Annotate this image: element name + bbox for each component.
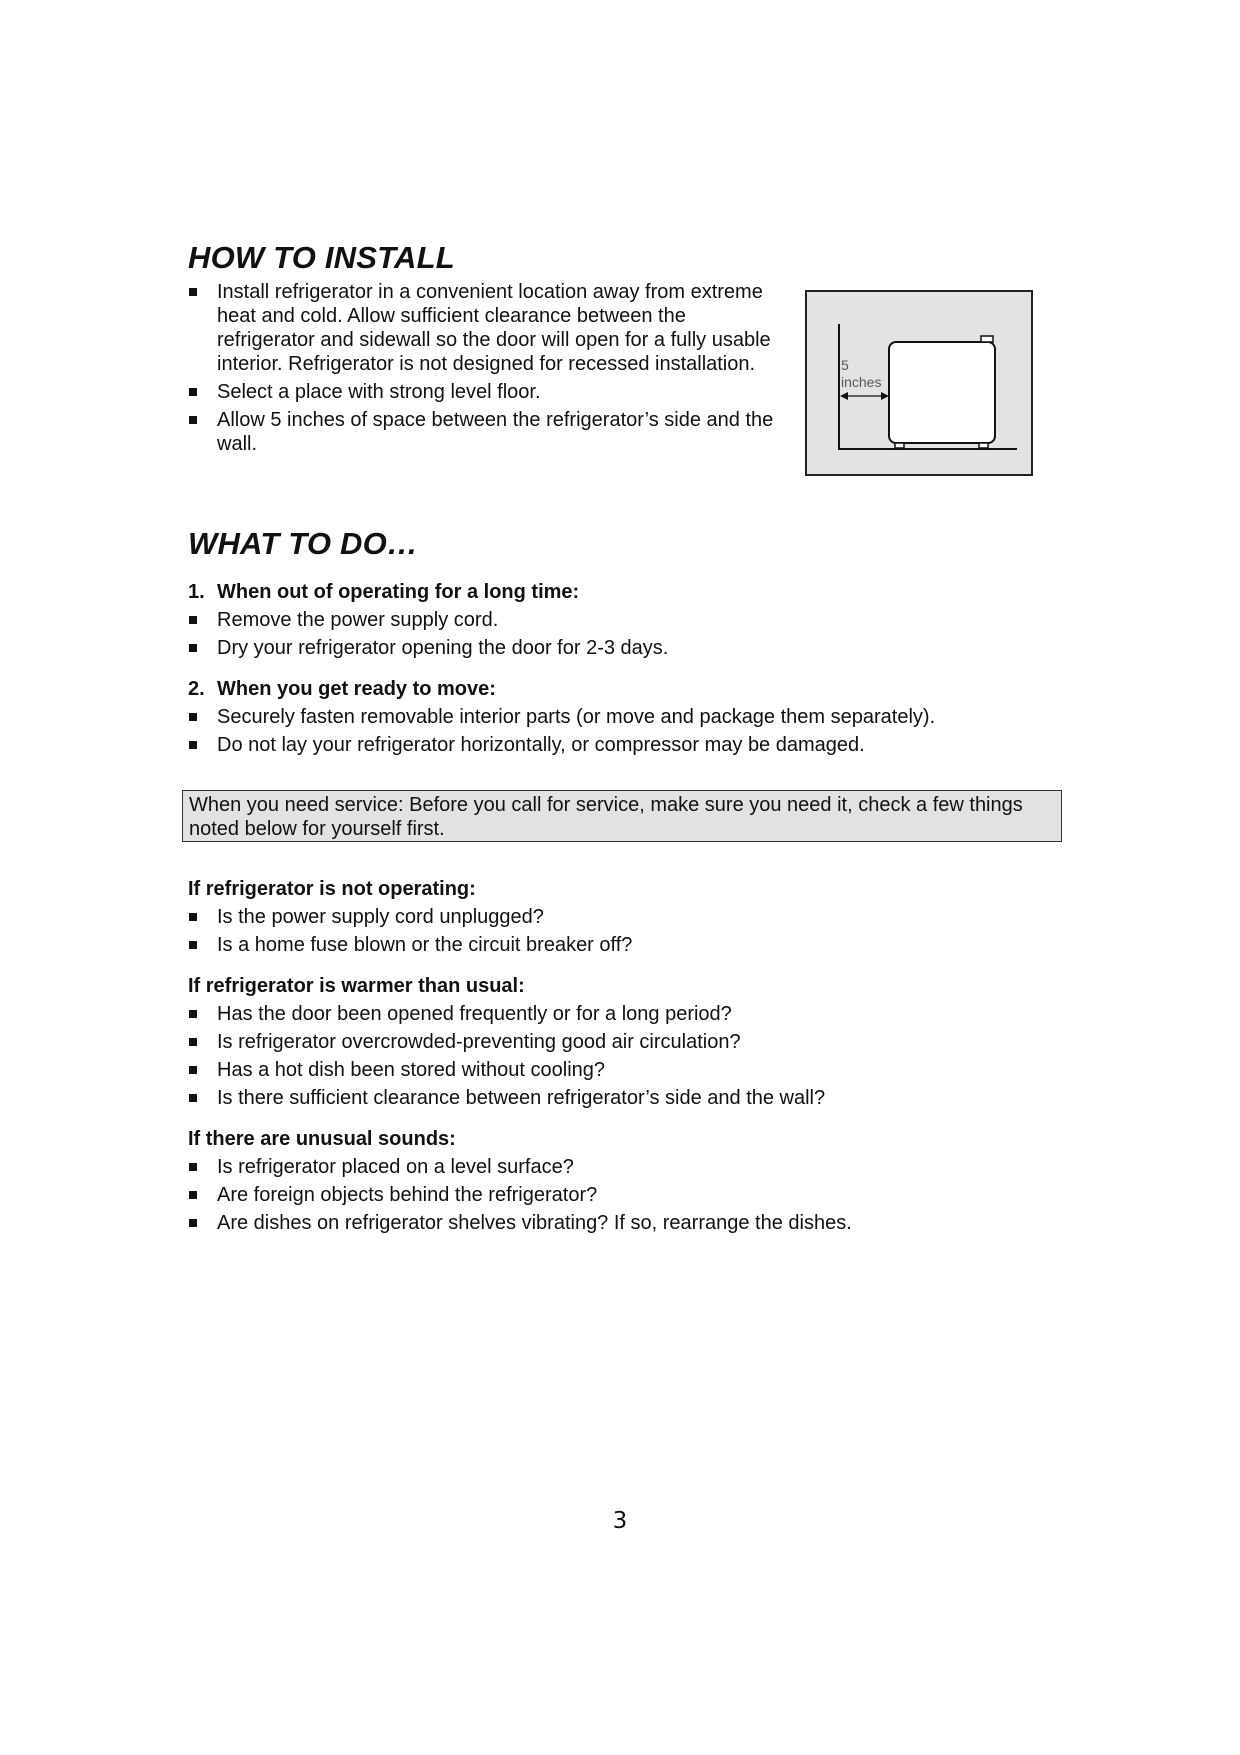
list-item: Select a place with strong level floor. <box>188 380 778 404</box>
list-item: Do not lay your refrigerator horizontally, or compressor may be damaged. <box>188 733 1108 757</box>
install-title: HOW TO INSTALL <box>188 240 455 275</box>
group-heading-text: When out of operating for a long time: <box>217 581 580 603</box>
list-item: Is refrigerator overcrowded-preventing good air circulation? <box>188 1030 1088 1054</box>
list-item: Dry your refrigerator opening the door for 2-3 days. <box>188 636 1088 660</box>
list-item: Has the door been opened frequently or for a long period? <box>188 1002 1088 1026</box>
clearance-diagram <box>805 290 1033 476</box>
group-list-2 <box>188 705 1108 761</box>
arrow-head-left <box>840 392 848 400</box>
refrigerator-foot-right <box>979 443 988 448</box>
group-number: 1. <box>188 581 205 603</box>
trouble-list-sounds <box>188 1155 1088 1239</box>
list-item: Is a home fuse blown or the circuit breaker off? <box>188 933 1088 957</box>
refrigerator-body <box>889 342 995 443</box>
what-to-do-title: WHAT TO DO… <box>188 526 419 561</box>
trouble-list-warmer <box>188 1002 1088 1114</box>
arrow-head-right <box>881 392 889 400</box>
list-item: Has a hot dish been stored without cooling? <box>188 1058 1088 1082</box>
group-heading-text: When you get ready to move: <box>217 678 496 700</box>
list-item: Are dishes on refrigerator shelves vibrating? If so, rearrange the dishes. <box>188 1211 1088 1235</box>
list-item: Are foreign objects behind the refrigerator? <box>188 1183 1088 1207</box>
clearance-unit: inches <box>841 374 882 390</box>
page-number: 3 <box>612 1508 628 1534</box>
install-list <box>188 280 778 460</box>
trouble-heading-warmer: If refrigerator is warmer than usual: <box>188 975 525 997</box>
list-item: Remove the power supply cord. <box>188 608 1088 632</box>
group-heading-1 <box>188 580 579 604</box>
group-list-1 <box>188 608 1088 664</box>
list-item: Allow 5 inches of space between the refrigerator’s side and the wall. <box>188 408 778 456</box>
trouble-heading-sounds: If there are unusual sounds: <box>188 1128 456 1150</box>
list-item: Is the power supply cord unplugged? <box>188 905 1088 929</box>
list-item: Install refrigerator in a convenient location away from extreme heat and cold. Allow sufficient clearance between the refrigerator and sidewall so the door will open for a fully usable interior. Refrigerator is not designed for recessed installation. <box>188 280 778 376</box>
trouble-heading-not-operating: If refrigerator is not operating: <box>188 878 476 900</box>
list-item: Is refrigerator placed on a level surface? <box>188 1155 1088 1179</box>
list-item: Securely fasten removable interior parts (or move and package them separately). <box>188 705 1108 729</box>
service-note-box: When you need service: Before you call for service, make sure you need it, check a few things noted below for yourself first. <box>182 790 1062 842</box>
group-number: 2. <box>188 678 205 700</box>
group-heading-2 <box>188 677 496 701</box>
trouble-list-not-operating <box>188 905 1088 961</box>
refrigerator-foot-left <box>895 443 904 448</box>
refrigerator-hinge <box>981 336 993 342</box>
clearance-number: 5 <box>841 357 849 373</box>
list-item: Is there sufficient clearance between refrigerator’s side and the wall? <box>188 1086 1088 1110</box>
